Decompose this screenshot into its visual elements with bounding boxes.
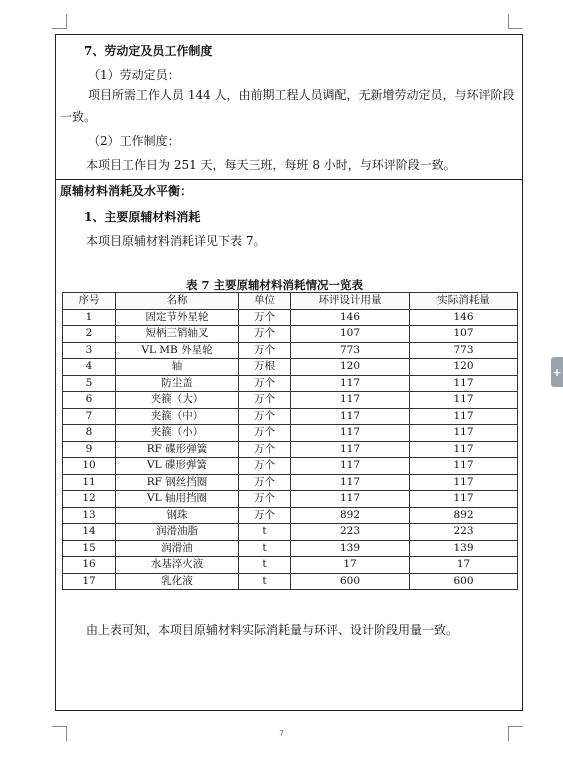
cell-design-amount: 892 — [291, 507, 410, 524]
cell-design-amount: 120 — [291, 359, 410, 376]
cell-actual-amount: 117 — [410, 392, 518, 409]
cell-design-amount: 117 — [291, 392, 410, 409]
cell-design-amount: 117 — [291, 408, 410, 425]
cell-unit: 万个 — [239, 425, 291, 442]
cell-name: 夹箍（大） — [116, 392, 239, 409]
table-row — [63, 441, 518, 458]
cell-actual-amount: 223 — [410, 524, 518, 541]
cell-design-amount: 117 — [291, 458, 410, 475]
labor-sub1-label: （1）劳动定员： — [88, 68, 180, 82]
cell-actual-amount: 117 — [410, 408, 518, 425]
header-no: 序号 — [63, 293, 116, 310]
cell-actual-amount: 117 — [410, 474, 518, 491]
table-row — [63, 557, 518, 574]
cell-unit: 万个 — [239, 491, 291, 508]
cell-actual-amount: 117 — [410, 458, 518, 475]
table-row — [63, 425, 518, 442]
cell-actual-amount: 146 — [410, 309, 518, 326]
cell-no: 2 — [63, 326, 116, 343]
cell-unit: 万个 — [239, 375, 291, 392]
header-name: 名称 — [116, 293, 239, 310]
cell-design-amount: 117 — [291, 375, 410, 392]
cell-unit: 万个 — [239, 458, 291, 475]
cell-actual-amount: 773 — [410, 342, 518, 359]
cell-name: 固定节外星轮 — [116, 309, 239, 326]
cell-no: 17 — [63, 573, 116, 590]
cell-design-amount: 17 — [291, 557, 410, 574]
cell-unit: t — [239, 573, 291, 590]
cell-no: 10 — [63, 458, 116, 475]
section-divider — [56, 179, 522, 180]
cell-no: 6 — [63, 392, 116, 409]
cell-unit: 万个 — [239, 326, 291, 343]
cell-no: 11 — [63, 474, 116, 491]
cell-no: 15 — [63, 540, 116, 557]
table-row — [63, 524, 518, 541]
materials-sub-heading: 1、主要原辅材料消耗 — [84, 210, 201, 224]
cell-unit: 万根 — [239, 359, 291, 376]
cell-no: 16 — [63, 557, 116, 574]
cell-no: 7 — [63, 408, 116, 425]
header-unit: 单位 — [239, 293, 291, 310]
materials-table-wrap — [62, 292, 517, 590]
side-expand-tab[interactable] — [551, 357, 563, 387]
table-header-row — [63, 293, 518, 310]
cell-unit: 万个 — [239, 507, 291, 524]
table-row — [63, 375, 518, 392]
cell-name: 乳化液 — [116, 573, 239, 590]
table-row — [63, 474, 518, 491]
table-row — [63, 573, 518, 590]
cell-actual-amount: 117 — [410, 425, 518, 442]
cell-actual-amount: 139 — [410, 540, 518, 557]
cell-design-amount: 117 — [291, 491, 410, 508]
table-row — [63, 309, 518, 326]
cell-actual-amount: 107 — [410, 326, 518, 343]
plus-icon: + — [552, 365, 562, 379]
materials-intro: 本项目原辅材料消耗详见下表 7。 — [86, 234, 266, 248]
cell-name: 润滑油 — [116, 540, 239, 557]
crop-mark-top-right — [508, 14, 523, 29]
table-row — [63, 326, 518, 343]
cell-name: 防尘盖 — [116, 375, 239, 392]
document-frame — [55, 34, 523, 711]
cell-no: 8 — [63, 425, 116, 442]
materials-table — [62, 292, 518, 590]
cell-name: 轴 — [116, 359, 239, 376]
labor-heading: 7、劳动定及员工作制度 — [84, 44, 213, 58]
cell-name: 夹箍（中） — [116, 408, 239, 425]
table-row — [63, 491, 518, 508]
cell-unit: 万个 — [239, 309, 291, 326]
cell-no: 12 — [63, 491, 116, 508]
cell-design-amount: 773 — [291, 342, 410, 359]
materials-conclusion: 由上表可知，本项目原辅材料实际消耗量与环评、设计阶段用量一致。 — [86, 623, 459, 637]
cell-actual-amount: 117 — [410, 441, 518, 458]
table-row — [63, 342, 518, 359]
cell-no: 9 — [63, 441, 116, 458]
cell-name: 钢珠 — [116, 507, 239, 524]
cell-no: 13 — [63, 507, 116, 524]
cell-no: 4 — [63, 359, 116, 376]
cell-design-amount: 117 — [291, 425, 410, 442]
cell-actual-amount: 120 — [410, 359, 518, 376]
cell-actual-amount: 600 — [410, 573, 518, 590]
header-design-amount: 环评设计用量 — [291, 293, 410, 310]
table-caption: 表 7 主要原辅材料消耗情况一览表 — [186, 278, 364, 292]
cell-unit: 万个 — [239, 441, 291, 458]
cell-no: 3 — [63, 342, 116, 359]
materials-title: 原辅材料消耗及水平衡： — [60, 184, 193, 198]
table-row — [63, 507, 518, 524]
page-number: 7 — [278, 729, 285, 738]
cell-design-amount: 117 — [291, 474, 410, 491]
header-actual-amount: 实际消耗量 — [410, 293, 518, 310]
cell-name: VL 轴用挡圈 — [116, 491, 239, 508]
table-row — [63, 540, 518, 557]
cell-name: RF 钢丝挡圈 — [116, 474, 239, 491]
cell-actual-amount: 17 — [410, 557, 518, 574]
cell-name: 润滑油脂 — [116, 524, 239, 541]
cell-design-amount: 117 — [291, 441, 410, 458]
cell-unit: t — [239, 524, 291, 541]
cell-unit: 万个 — [239, 408, 291, 425]
cell-design-amount: 107 — [291, 326, 410, 343]
cell-name: VL MB 外星轮 — [116, 342, 239, 359]
labor-sub1-line2: 一致。 — [60, 110, 97, 124]
cell-design-amount: 139 — [291, 540, 410, 557]
cell-design-amount: 223 — [291, 524, 410, 541]
table-row — [63, 408, 518, 425]
cell-actual-amount: 117 — [410, 375, 518, 392]
cell-actual-amount: 892 — [410, 507, 518, 524]
cell-unit: 万个 — [239, 342, 291, 359]
cell-no: 5 — [63, 375, 116, 392]
crop-mark-top-left — [52, 14, 67, 29]
cell-actual-amount: 117 — [410, 491, 518, 508]
cell-no: 1 — [63, 309, 116, 326]
table-row — [63, 359, 518, 376]
cell-name: RF 碟形弹簧 — [116, 441, 239, 458]
cell-unit: t — [239, 557, 291, 574]
cell-unit: 万个 — [239, 474, 291, 491]
cell-design-amount: 600 — [291, 573, 410, 590]
cell-no: 14 — [63, 524, 116, 541]
cell-name: 夹箍（小） — [116, 425, 239, 442]
cell-unit: t — [239, 540, 291, 557]
labor-sub2-text: 本项目工作日为 251 天，每天三班，每班 8 小时，与环评阶段一致。 — [86, 158, 456, 172]
cell-name: 短柄三销轴叉 — [116, 326, 239, 343]
cell-design-amount: 146 — [291, 309, 410, 326]
cell-unit: 万个 — [239, 392, 291, 409]
table-row — [63, 392, 518, 409]
table-row — [63, 458, 518, 475]
labor-sub1-line1: 项目所需工作人员 144 人，由前期工程人员调配，无新增劳动定员，与环评阶段 — [88, 88, 515, 102]
labor-sub2-label: （2）工作制度： — [88, 134, 180, 148]
cell-name: 水基淬火液 — [116, 557, 239, 574]
cell-name: VL 碟形弹簧 — [116, 458, 239, 475]
